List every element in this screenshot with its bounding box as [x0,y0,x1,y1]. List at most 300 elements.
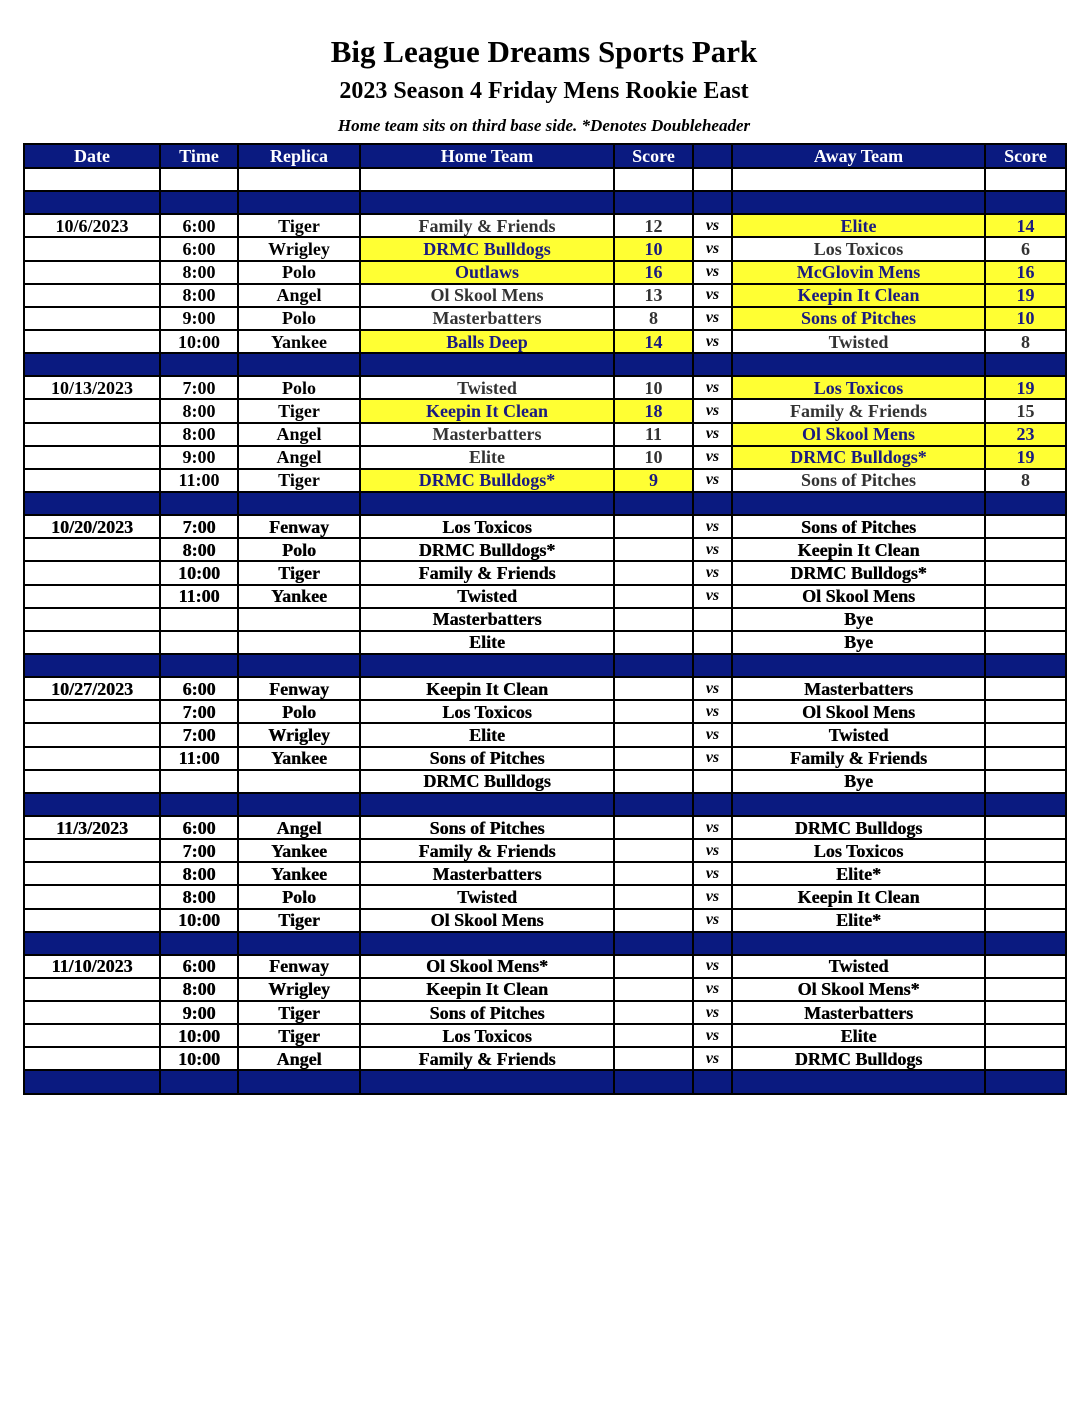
date-cell [24,538,160,561]
separator-cell [985,353,1066,376]
away-team-cell: Family & Friends [732,399,985,422]
week-separator-row [24,932,1066,955]
game-row [24,677,1066,700]
date-cell [24,631,160,654]
blank-cell [160,168,238,191]
home-score-cell [614,538,693,561]
game-row [24,978,1066,1001]
vs-cell: vs [693,261,732,284]
time-cell [160,770,238,793]
separator-cell [693,932,732,955]
replica-cell: Tiger [238,469,360,492]
blank-cell [985,168,1066,191]
vs-cell: vs [693,237,732,260]
away-team-cell: Masterbatters [732,1001,985,1024]
away-score-cell [985,677,1066,700]
away-score-cell [985,723,1066,746]
replica-cell: Polo [238,261,360,284]
home-score-cell: 10 [614,376,693,399]
vs-cell: vs [693,585,732,608]
vs-cell: vs [693,909,732,932]
replica-cell: Fenway [238,677,360,700]
home-score-cell: 16 [614,261,693,284]
week-separator-row [24,654,1066,677]
vs-cell: vs [693,1001,732,1024]
home-team-cell: Ol Skool Mens* [360,955,614,978]
schedule-table [23,143,1067,1095]
blank-cell [360,168,614,191]
time-cell: 6:00 [160,677,238,700]
time-cell: 9:00 [160,1001,238,1024]
time-cell: 8:00 [160,978,238,1001]
replica-cell: Fenway [238,955,360,978]
game-row [24,723,1066,746]
away-score-cell [985,561,1066,584]
vs-cell: vs [693,538,732,561]
page-subtitle: 2023 Season 4 Friday Mens Rookie East [339,78,749,104]
blank-cell [732,168,985,191]
game-row [24,446,1066,469]
game-row [24,747,1066,770]
home-team-cell: Masterbatters [360,862,614,885]
away-score-cell [985,955,1066,978]
separator-cell [732,793,985,816]
away-score-cell [985,1047,1066,1070]
away-score-cell: 15 [985,399,1066,422]
home-team-cell: Family & Friends [360,839,614,862]
away-team-cell: Bye [732,608,985,631]
replica-cell: Yankee [238,839,360,862]
separator-cell [732,932,985,955]
away-score-cell [985,538,1066,561]
home-score-cell [614,978,693,1001]
replica-cell: Angel [238,423,360,446]
replica-cell: Polo [238,307,360,330]
separator-cell [160,654,238,677]
game-row [24,538,1066,561]
home-team-cell: Los Toxicos [360,515,614,538]
home-score-cell [614,561,693,584]
column-header-home-team: Home Team [360,144,614,168]
replica-cell [238,631,360,654]
away-score-cell: 8 [985,469,1066,492]
replica-cell: Tiger [238,909,360,932]
away-score-cell: 19 [985,284,1066,307]
column-header-time: Time [160,144,238,168]
game-row [24,1047,1066,1070]
home-team-cell: Masterbatters [360,608,614,631]
time-cell: 9:00 [160,307,238,330]
time-cell: 8:00 [160,423,238,446]
away-team-cell: Keepin It Clean [732,284,985,307]
date-cell [24,307,160,330]
date-cell [24,261,160,284]
home-team-cell: DRMC Bulldogs* [360,469,614,492]
game-row [24,376,1066,399]
game-row [24,885,1066,908]
column-header-away-team: Away Team [732,144,985,168]
home-score-cell: 10 [614,446,693,469]
vs-cell: vs [693,862,732,885]
game-row [24,1001,1066,1024]
game-row [24,423,1066,446]
replica-cell: Polo [238,376,360,399]
home-score-cell [614,723,693,746]
separator-cell [985,793,1066,816]
home-team-cell: Keepin It Clean [360,399,614,422]
separator-cell [160,793,238,816]
game-row [24,839,1066,862]
away-team-cell: Ol Skool Mens [732,700,985,723]
away-score-cell [985,816,1066,839]
separator-cell [614,654,693,677]
separator-cell [160,1070,238,1093]
game-row [24,909,1066,932]
time-cell: 6:00 [160,955,238,978]
home-team-cell: DRMC Bulldogs [360,770,614,793]
column-header-date: Date [24,144,160,168]
away-team-cell: Bye [732,770,985,793]
home-score-cell [614,677,693,700]
game-row [24,700,1066,723]
vs-cell: vs [693,839,732,862]
date-cell [24,747,160,770]
vs-cell: vs [693,284,732,307]
game-row [24,515,1066,538]
time-cell: 7:00 [160,700,238,723]
home-score-cell [614,1001,693,1024]
separator-cell [614,353,693,376]
away-team-cell: Keepin It Clean [732,885,985,908]
home-score-cell: 9 [614,469,693,492]
replica-cell: Polo [238,885,360,908]
home-score-cell [614,608,693,631]
blank-cell [614,168,693,191]
home-score-cell [614,862,693,885]
separator-cell [985,654,1066,677]
vs-cell: vs [693,1024,732,1047]
date-cell [24,978,160,1001]
replica-cell: Angel [238,284,360,307]
game-row [24,307,1066,330]
vs-cell: vs [693,723,732,746]
home-score-cell [614,770,693,793]
home-team-cell: Twisted [360,376,614,399]
separator-cell [985,932,1066,955]
away-team-cell: DRMC Bulldogs [732,1047,985,1070]
separator-cell [614,793,693,816]
vs-cell [693,770,732,793]
date-cell [24,723,160,746]
bye-row [24,631,1066,654]
replica-cell [238,770,360,793]
vs-cell: vs [693,816,732,839]
away-team-cell: Keepin It Clean [732,538,985,561]
week-separator-row [24,793,1066,816]
column-header-vs [693,144,732,168]
home-team-cell: Elite [360,446,614,469]
separator-cell [732,353,985,376]
away-score-cell [985,978,1066,1001]
separator-cell [238,353,360,376]
week-separator-row [24,492,1066,515]
time-cell: 8:00 [160,284,238,307]
separator-cell [24,191,160,214]
column-header-away-score: Score [985,144,1066,168]
away-team-cell: DRMC Bulldogs* [732,446,985,469]
separator-cell [360,793,614,816]
date-cell [24,561,160,584]
home-team-cell: Family & Friends [360,214,614,237]
away-score-cell: 14 [985,214,1066,237]
date-cell: 10/27/2023 [24,677,160,700]
home-score-cell [614,1024,693,1047]
vs-cell: vs [693,885,732,908]
home-team-cell: Family & Friends [360,1047,614,1070]
vs-cell: vs [693,515,732,538]
away-team-cell: Sons of Pitches [732,515,985,538]
home-score-cell: 10 [614,237,693,260]
separator-cell [160,932,238,955]
home-score-cell [614,955,693,978]
separator-cell [985,1070,1066,1093]
away-team-cell: DRMC Bulldogs* [732,561,985,584]
replica-cell [238,608,360,631]
date-cell [24,446,160,469]
away-team-cell: Sons of Pitches [732,469,985,492]
away-score-cell [985,770,1066,793]
away-team-cell: Bye [732,631,985,654]
separator-cell [238,793,360,816]
time-cell: 10:00 [160,909,238,932]
game-row [24,330,1066,353]
away-score-cell [985,909,1066,932]
date-cell: 10/13/2023 [24,376,160,399]
date-cell [24,469,160,492]
separator-cell [160,353,238,376]
separator-cell [160,191,238,214]
home-team-cell: Outlaws [360,261,614,284]
date-cell [24,237,160,260]
date-cell: 11/10/2023 [24,955,160,978]
date-cell: 10/6/2023 [24,214,160,237]
game-row [24,214,1066,237]
time-cell: 6:00 [160,214,238,237]
away-team-cell: Twisted [732,955,985,978]
game-row [24,237,1066,260]
column-header-home-score: Score [614,144,693,168]
date-cell [24,700,160,723]
replica-cell: Wrigley [238,978,360,1001]
home-team-cell: Elite [360,723,614,746]
replica-cell: Tiger [238,214,360,237]
replica-cell: Angel [238,1047,360,1070]
bye-row [24,770,1066,793]
game-row [24,816,1066,839]
vs-cell: vs [693,446,732,469]
vs-cell: vs [693,677,732,700]
time-cell: 8:00 [160,885,238,908]
separator-cell [238,654,360,677]
away-team-cell: Ol Skool Mens [732,585,985,608]
home-score-cell [614,585,693,608]
home-score-cell [614,839,693,862]
separator-cell [238,191,360,214]
date-cell [24,1047,160,1070]
away-team-cell: Twisted [732,723,985,746]
away-score-cell: 19 [985,376,1066,399]
time-cell: 10:00 [160,1024,238,1047]
away-score-cell: 16 [985,261,1066,284]
separator-cell [360,191,614,214]
away-team-cell: Los Toxicos [732,237,985,260]
away-score-cell: 10 [985,307,1066,330]
vs-cell: vs [693,469,732,492]
game-row [24,955,1066,978]
separator-cell [985,492,1066,515]
home-team-cell: Los Toxicos [360,1024,614,1047]
home-team-cell: Twisted [360,585,614,608]
replica-cell: Tiger [238,561,360,584]
blank-cell [238,168,360,191]
separator-cell [360,1070,614,1093]
home-team-cell: Elite [360,631,614,654]
away-team-cell: Masterbatters [732,677,985,700]
home-score-cell [614,885,693,908]
away-team-cell: Los Toxicos [732,376,985,399]
home-team-cell: Sons of Pitches [360,816,614,839]
vs-cell: vs [693,955,732,978]
time-cell: 11:00 [160,747,238,770]
time-cell: 10:00 [160,330,238,353]
game-row [24,561,1066,584]
separator-cell [238,492,360,515]
away-score-cell [985,839,1066,862]
time-cell: 8:00 [160,261,238,284]
time-cell: 9:00 [160,446,238,469]
game-row [24,469,1066,492]
home-team-cell: Masterbatters [360,307,614,330]
date-cell [24,585,160,608]
separator-cell [24,932,160,955]
vs-cell: vs [693,330,732,353]
away-score-cell: 8 [985,330,1066,353]
home-score-cell: 8 [614,307,693,330]
separator-cell [24,492,160,515]
replica-cell: Wrigley [238,723,360,746]
blank-cell [693,168,732,191]
away-score-cell [985,747,1066,770]
away-team-cell: Los Toxicos [732,839,985,862]
home-score-cell: 13 [614,284,693,307]
time-cell: 7:00 [160,723,238,746]
home-team-cell: Family & Friends [360,561,614,584]
home-team-cell: Masterbatters [360,423,614,446]
date-cell [24,839,160,862]
away-score-cell: 6 [985,237,1066,260]
vs-cell: vs [693,214,732,237]
table-header-row [24,144,1066,168]
time-cell: 6:00 [160,816,238,839]
game-row [24,284,1066,307]
away-score-cell [985,885,1066,908]
vs-cell: vs [693,1047,732,1070]
time-cell: 7:00 [160,376,238,399]
home-score-cell [614,816,693,839]
separator-cell [693,654,732,677]
date-cell [24,1001,160,1024]
separator-cell [693,191,732,214]
away-team-cell: Sons of Pitches [732,307,985,330]
away-score-cell [985,631,1066,654]
separator-cell [732,492,985,515]
away-score-cell [985,700,1066,723]
schedule-body [24,168,1066,1094]
time-cell: 8:00 [160,399,238,422]
separator-cell [693,492,732,515]
date-cell [24,1024,160,1047]
home-team-cell: Ol Skool Mens [360,284,614,307]
away-team-cell: Elite* [732,862,985,885]
vs-cell: vs [693,376,732,399]
date-cell [24,330,160,353]
game-row [24,585,1066,608]
time-cell [160,608,238,631]
time-cell: 8:00 [160,538,238,561]
game-row [24,261,1066,284]
home-score-cell [614,1047,693,1070]
separator-cell [360,353,614,376]
blank-cell [24,168,160,191]
separator-cell [24,793,160,816]
replica-cell: Tiger [238,399,360,422]
date-cell [24,885,160,908]
separator-cell [985,191,1066,214]
home-team-cell: Los Toxicos [360,700,614,723]
separator-cell [693,1070,732,1093]
home-score-cell: 18 [614,399,693,422]
replica-cell: Yankee [238,747,360,770]
home-team-cell: DRMC Bulldogs* [360,538,614,561]
date-cell [24,423,160,446]
home-team-cell: Keepin It Clean [360,978,614,1001]
time-cell: 7:00 [160,839,238,862]
separator-cell [614,1070,693,1093]
away-team-cell: McGlovin Mens [732,261,985,284]
home-team-cell: Ol Skool Mens [360,909,614,932]
time-cell: 11:00 [160,469,238,492]
date-cell [24,770,160,793]
away-score-cell [985,1024,1066,1047]
separator-cell [360,654,614,677]
home-score-cell [614,515,693,538]
time-cell: 10:00 [160,1047,238,1070]
date-cell [24,284,160,307]
home-score-cell: 12 [614,214,693,237]
separator-cell [24,1070,160,1093]
replica-cell: Tiger [238,1001,360,1024]
away-score-cell [985,1001,1066,1024]
week-separator-row [24,191,1066,214]
away-team-cell: Twisted [732,330,985,353]
away-score-cell [985,585,1066,608]
page-title: Big League Dreams Sports Park [330,34,758,69]
away-score-cell: 19 [985,446,1066,469]
away-team-cell: Ol Skool Mens [732,423,985,446]
schedule-note: Home team sits on third base side. *Denotes Doubleheader [337,116,751,135]
time-cell: 7:00 [160,515,238,538]
away-team-cell: Family & Friends [732,747,985,770]
